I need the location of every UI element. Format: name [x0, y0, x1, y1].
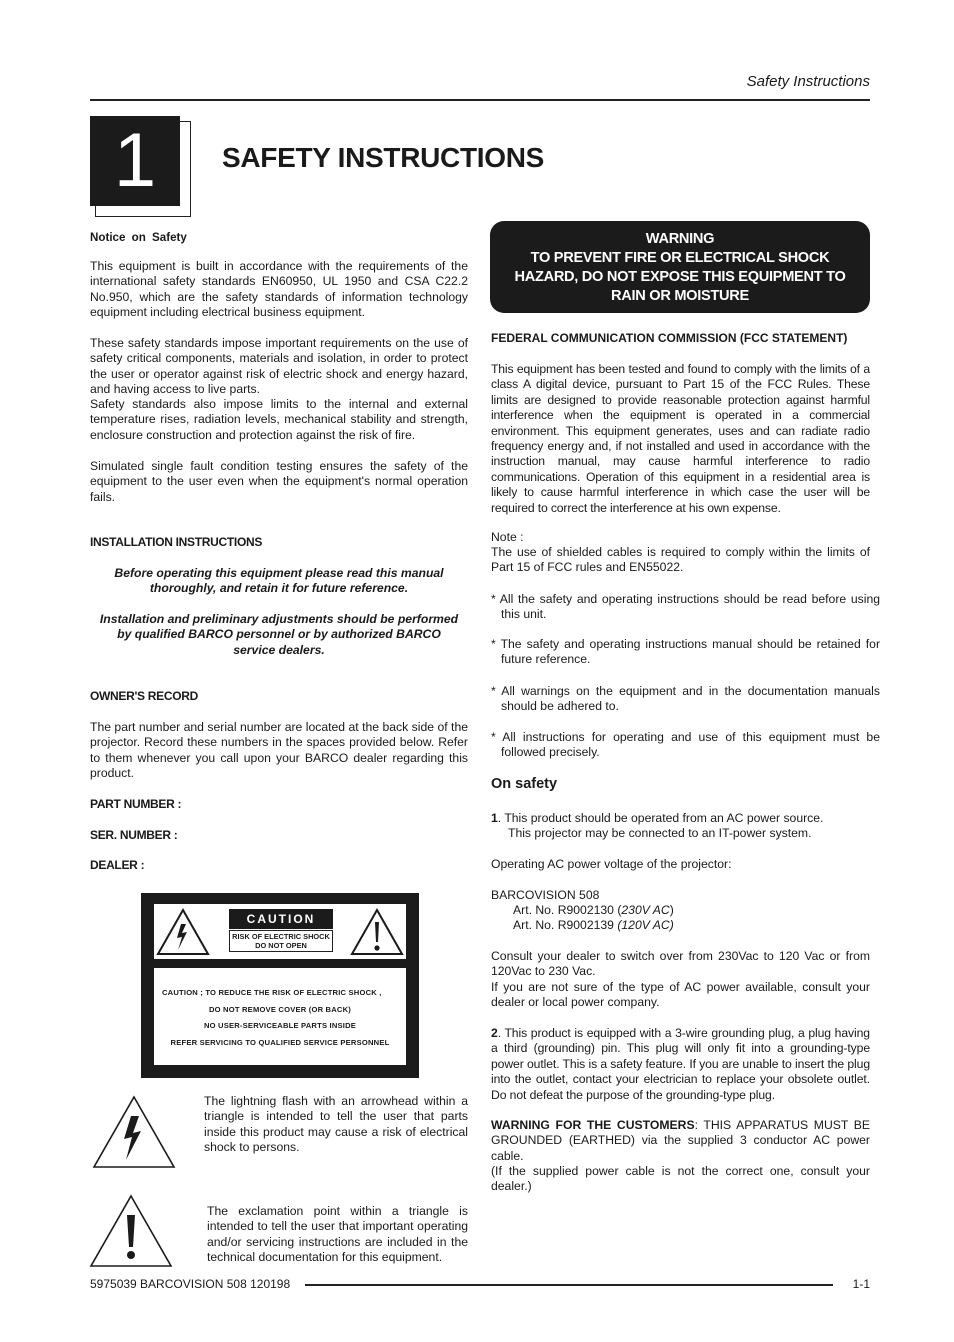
article-230v-voltage: 230V AC [621, 903, 670, 917]
fcc-heading: FEDERAL COMMUNICATION COMMISSION (FCC STATEMENT) [491, 331, 848, 345]
warning-line-3: HAZARD, DO NOT EXPOSE THIS EQUIPMENT TO [514, 269, 846, 285]
safety-item-1-text: . This product should be operated from an AC power source. [497, 811, 824, 825]
caution-sub-line-1: RISK OF ELECTRIC SHOCK [232, 932, 330, 941]
lightning-triangle-icon [156, 908, 210, 956]
fcc-statement: This equipment has been tested and found to comply with the limits of a class A digital device, pursuant to Part 15 of the FCC Rules. These limits are designed to provide reasonable protection against harmful interference when the equipment is operated in a commercial environment. This equipment generates, uses and can radiate radio frequency energy and, if not installed and used in accordance with the instruction manual, may cause harmful interference to radio communications. Operation of this equipment in a residential area is likely to cause harmful interference in which case the user will be required to correct the interference at his own expense. [491, 362, 870, 515]
part-number-label: PART NUMBER : [90, 797, 182, 811]
installation-heading: INSTALLATION INSTRUCTIONS [90, 535, 263, 549]
notice-paragraph-3: Safety standards also impose limits to the internal and external temperature rises, radiation levels, mechanical stability and strength, enclosure construction and protection against the risk of fire. [90, 397, 468, 442]
caution-sub-line-2: DO NOT OPEN [255, 941, 307, 950]
notice-paragraph-2: These safety standards impose important requirements on the use of safety critical components, materials and isolation, in order to protect the user or operator against risk of electric shock and energy hazard, and having access to live parts. [90, 336, 468, 397]
exclamation-triangle-icon [350, 908, 404, 956]
installation-note-1: Before operating this equipment please read this manual thoroughly, and retain it for future reference. [114, 566, 444, 596]
customer-warning-text: : THIS APPARATUS MUST BE GROUNDED (EARTHED) via the supplied 3 conductor AC power cable. [491, 1118, 871, 1163]
running-header: Safety Instructions [746, 73, 870, 90]
note-text: The use of shielded cables is required to comply within the limits of Part 15 of FCC rules and EN55022. [491, 545, 870, 575]
caution-line-3: NO USER-SERVICEABLE PARTS INSIDE [203, 1021, 357, 1030]
footer-rule [305, 1284, 833, 1286]
caution-label-subtitle [229, 930, 333, 952]
page-number: 1-1 [852, 1277, 870, 1291]
voltage-intro: Operating AC power voltage of the projector: [491, 857, 732, 871]
bullet-read-instructions: * All the safety and operating instructions should be read before using this unit. [491, 592, 880, 622]
article-230v-close: ) [669, 903, 674, 917]
warning-box [490, 221, 870, 313]
customer-warning-note: (If the supplied power cable is not the correct one, consult your dealer.) [491, 1164, 870, 1194]
owners-record-text: The part number and serial number are located at the back side of the projector. Record these numbers in the spaces provided below. Refer to them whenever you call upon your BARCO dealer regarding this product. [90, 720, 468, 781]
header-rule [90, 99, 870, 101]
consult-power-type: If you are not sure of the type of AC power available, consult your dealer or local power company. [491, 980, 870, 1010]
owners-record-heading: OWNER'S RECORD [90, 689, 198, 703]
note-label: Note : [491, 530, 524, 544]
consult-switch-voltage: Consult your dealer to switch over from 230Vac to 120 Vac or from 120Vac to 230 Vac. [491, 949, 870, 979]
warning-line-1: WARNING [645, 231, 715, 247]
article-230v [491, 903, 870, 918]
safety-item-2 [491, 1026, 870, 1103]
serial-number-label: SER. NUMBER : [90, 828, 178, 842]
caution-label-title: CAUTION [229, 909, 333, 929]
caution-line-2: DO NOT REMOVE COVER (OR BACK) [208, 1004, 352, 1014]
caution-line-4: REFER SERVICING TO QUALIFIED SERVICE PERSONNEL [170, 1037, 390, 1047]
model-name: BARCOVISION 508 [491, 888, 600, 902]
bullet-follow-instructions: * All instructions for operating and use of this equipment must be followed precisely. [491, 730, 880, 760]
article-120v-voltage: (120V AC) [617, 918, 674, 932]
notice-paragraph-4: Simulated single fault condition testing ensures the safety of the equipment to the user even when the equipment's normal operation fails. [90, 459, 468, 504]
safety-item-1-continued: This projector may be connected to an IT-power system. [508, 826, 812, 841]
exclamation-explanation: The exclamation point within a triangle is intended to tell the user that important operating and/or servicing instructions are included in the technical documentation for this equipment. [207, 1204, 468, 1265]
chapter-title: SAFETY INSTRUCTIONS [222, 142, 545, 173]
notice-paragraph-1: This equipment is built in accordance with the requirements of the international safety standards EN60950, UL 1950 and CSA C22.2 No.950, which are the safety standards of information technology equipment including electrical business equipment. [90, 259, 468, 320]
installation-note-2: Installation and preliminary adjustments should be performed by qualified BARCO personnel or by authorized BARCO service dealers. [99, 612, 459, 657]
lightning-warning-icon [91, 1094, 177, 1170]
safety-item-2-text: . This product is equipped with a 3-wire grounding plug, a plug having a third (grounding) pin. This plug will only fit into a grounding-type power outlet. This is a safety feature. If you are unable to insert the plug into the outlet, contact your electrician to replace your obsolete outlet. Do not defeat the purpose of the grounding-type plug. [491, 1026, 871, 1102]
bullet-retain-manual: * The safety and operating instructions manual should be retained for future reference. [491, 637, 880, 667]
lightning-explanation: The lightning flash with an arrowhead within a triangle is intended to tell the user that parts inside this product may cause a risk of electrical shock to persons. [204, 1094, 468, 1155]
customer-warning [491, 1118, 870, 1164]
caution-label-text [156, 985, 404, 1051]
caution-line-1: CAUTION ; TO REDUCE THE RISK OF ELECTRIC SHOCK , [162, 988, 382, 997]
on-safety-heading: On safety [491, 776, 558, 792]
warning-line-4: RAIN OR MOISTURE [611, 288, 749, 304]
bullet-adhere-warnings: * All warnings on the equipment and in the documentation manuals should be adhered to. [491, 684, 880, 714]
safety-item-2-number: 2 [491, 1026, 498, 1040]
article-120v-number: Art. No. R9002139 [513, 918, 618, 932]
warning-line-2: TO PREVENT FIRE OR ELECTRICAL SHOCK [530, 250, 830, 266]
customer-warning-label: WARNING FOR THE CUSTOMERS [491, 1118, 695, 1132]
chapter-number: 1 [90, 116, 180, 206]
dealer-label: DEALER : [90, 858, 145, 872]
article-120v [491, 918, 870, 933]
footer-document-id: 5975039 BARCOVISION 508 120198 [90, 1277, 291, 1291]
article-230v-number: Art. No. R9002130 ( [513, 903, 622, 917]
notice-heading: Notice on Safety [90, 231, 187, 244]
exclamation-warning-icon [88, 1193, 174, 1269]
safety-item-1-number: 1 [491, 811, 498, 825]
safety-item-1 [491, 811, 870, 842]
